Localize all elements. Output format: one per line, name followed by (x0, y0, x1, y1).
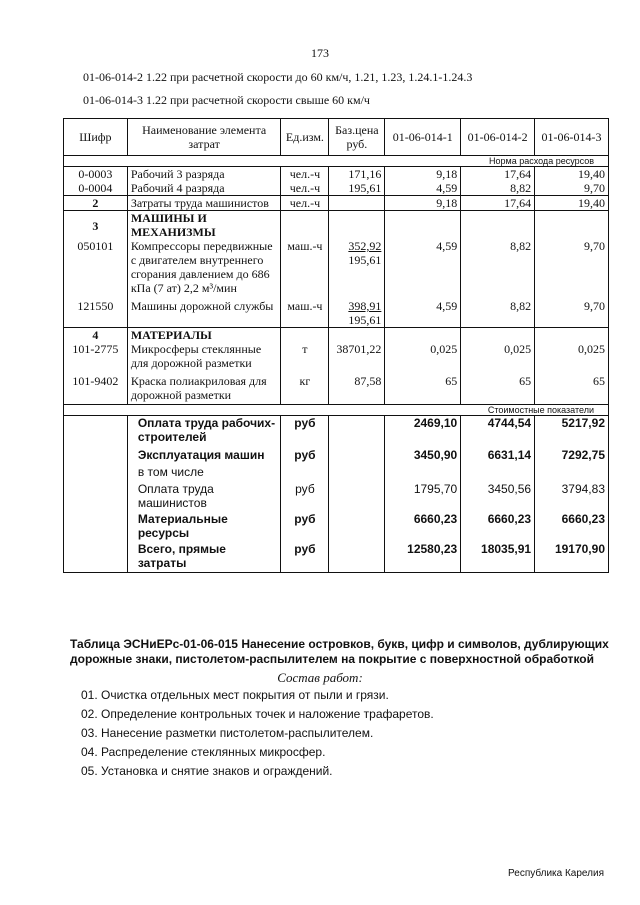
cell-value: 8,82 (461, 295, 535, 328)
cell-price: 398,91 (348, 299, 382, 313)
cell-value: 9,70 (535, 239, 609, 295)
costs-band-row (64, 405, 609, 416)
cost-value: 3450,56 (461, 479, 535, 510)
cell-price: 352,92 (348, 239, 382, 253)
cell-price: 87,58 (329, 370, 385, 405)
cell-value: 9,70 (535, 295, 609, 328)
cell-value: 4,59 (385, 181, 461, 196)
cost-value: 6660,23 (461, 510, 535, 540)
work-composition-heading: Состав работ: (277, 670, 363, 685)
cell-price (329, 196, 385, 211)
cost-unit: руб (281, 540, 329, 573)
cell-value: 9,70 (535, 181, 609, 196)
cell-price-secondary: 195,61 (348, 253, 382, 267)
cell-code: 050101 (64, 239, 128, 295)
column-header: 01-06-014-1 (385, 119, 461, 156)
cost-row (64, 479, 609, 510)
cell-value: 4,59 (385, 295, 461, 328)
work-item: 04. Распределение стеклянных микросфер. (81, 745, 326, 759)
cost-unit: руб (281, 510, 329, 540)
page-number: 173 (311, 46, 329, 60)
cost-unit: руб (281, 416, 329, 445)
cost-value: 5217,92 (535, 416, 609, 445)
table-row (64, 295, 609, 328)
cost-value: 3450,90 (385, 444, 461, 462)
header-line-1: 01-06-014-2 1.22 при расчетной скорости до 60 км/ч, 1.21, 1.23, 1.24.1-1.24.3 (83, 70, 473, 84)
table-row (64, 239, 609, 295)
cost-name: Материальные ресурсы (127, 510, 281, 540)
table-row (64, 211, 609, 240)
cell-price: 195,61 (329, 181, 385, 196)
cost-value: 1795,70 (385, 479, 461, 510)
cell-value: 19,40 (535, 196, 609, 211)
cell-value: 8,82 (461, 181, 535, 196)
column-header: Баз.цена руб. (329, 119, 385, 156)
column-header: Шифр (64, 119, 128, 156)
cost-row (64, 540, 609, 573)
column-header: Наименование элемента затрат (127, 119, 281, 156)
cost-value: 4744,54 (461, 416, 535, 445)
cell-value: 9,18 (385, 167, 461, 182)
footer-region: Республика Карелия (508, 868, 604, 879)
cell-price: 171,16 (329, 167, 385, 182)
header-line-2: 01-06-014-3 1.22 при расчетной скорости свыше 60 км/ч (83, 93, 370, 107)
cost-value: 12580,23 (385, 540, 461, 573)
costs-band-label: Стоимостные показатели (64, 405, 609, 416)
table-row (64, 196, 609, 211)
table-title: Таблица ЭСНиЕРс-01-06-015 Нанесение островков, букв, цифр и символов, дублирующих дорожные знаки, пистолетом-распылителем на покрытие с поверхностной обработкой (70, 637, 609, 666)
table-row (64, 342, 609, 370)
cost-row (64, 444, 609, 462)
cell-unit: кг (281, 370, 329, 405)
cell-unit: т (281, 342, 329, 370)
cell-value: 9,18 (385, 196, 461, 211)
norms-band-row (64, 156, 609, 167)
table-header-row (64, 119, 609, 156)
cell-value: 4,59 (385, 239, 461, 295)
column-header: 01-06-014-3 (535, 119, 609, 156)
cell-name: Затраты труда машинистов (127, 196, 281, 211)
cell-value: 65 (535, 370, 609, 405)
cell-value: 19,40 (535, 167, 609, 182)
work-item: 05. Установка и снятие знаков и ограждений. (81, 764, 333, 778)
cost-value: 18035,91 (461, 540, 535, 573)
cell-unit: чел.-ч (281, 181, 329, 196)
work-item: 02. Определение контрольных точек и наложение трафаретов. (81, 707, 434, 721)
cell-unit: маш.-ч (281, 239, 329, 295)
cost-value: 6660,23 (535, 510, 609, 540)
cell-name: Рабочий 4 разряда (127, 181, 281, 196)
cell-code: 3 (64, 211, 128, 240)
cell-price-secondary: 195,61 (348, 313, 382, 327)
cost-unit: руб (281, 444, 329, 462)
cost-name: Эксплуатация машин (127, 444, 281, 462)
cell-value: 0,025 (461, 342, 535, 370)
cell-code: 4 (64, 328, 128, 343)
resource-norms-table (63, 118, 609, 573)
cell-name: Машины дорожной службы (127, 295, 281, 328)
cell-section-title: МАТЕРИАЛЫ (127, 328, 281, 343)
cell-name: Рабочий 3 разряда (127, 167, 281, 182)
cost-value: 6631,14 (461, 444, 535, 462)
cell-code: 121550 (64, 295, 128, 328)
table-row (64, 370, 609, 405)
cost-value: 2469,10 (385, 416, 461, 445)
cost-name: в том числе (127, 462, 281, 479)
cell-value: 17,64 (461, 196, 535, 211)
cost-row (64, 510, 609, 540)
cell-value: 0,025 (535, 342, 609, 370)
work-item: 03. Нанесение разметки пистолетом-распылителем. (81, 726, 374, 740)
cell-code: 2 (64, 196, 128, 211)
table-row (64, 328, 609, 343)
cell-name: Краска полиакриловая для дорожной разметки (127, 370, 281, 405)
cell-value: 0,025 (385, 342, 461, 370)
column-header: 01-06-014-2 (461, 119, 535, 156)
cell-unit: чел.-ч (281, 167, 329, 182)
norms-band-label: Норма расхода ресурсов (64, 156, 609, 167)
cost-value: 6660,23 (385, 510, 461, 540)
cell-value: 17,64 (461, 167, 535, 182)
cost-name: Всего, прямые затраты (127, 540, 281, 573)
cost-name: Оплата труда рабочих-строителей (127, 416, 281, 445)
cell-name: Микросферы стеклянные для дорожной разметки (127, 342, 281, 370)
cell-section-title: МАШИНЫ И МЕХАНИЗМЫ (127, 211, 281, 240)
cell-code: 101-2775 (64, 342, 128, 370)
cost-value: 19170,90 (535, 540, 609, 573)
cost-name: Оплата труда машинистов (127, 479, 281, 510)
cell-code: 0-0004 (64, 181, 128, 196)
column-header: Ед.изм. (281, 119, 329, 156)
cell-unit: маш.-ч (281, 295, 329, 328)
cell-value: 65 (385, 370, 461, 405)
table-row (64, 181, 609, 196)
work-item: 01. Очистка отдельных мест покрытия от пыли и грязи. (81, 688, 389, 702)
cell-unit: чел.-ч (281, 196, 329, 211)
cost-unit: руб (281, 479, 329, 510)
cost-row (64, 416, 609, 445)
cell-code: 101-9402 (64, 370, 128, 405)
cell-code: 0-0003 (64, 167, 128, 182)
cost-value: 3794,83 (535, 479, 609, 510)
cell-value: 8,82 (461, 239, 535, 295)
cell-name: Компрессоры передвижные с двигателем внутреннего сгорания давлением до 686 кПа (7 ат) 2,2 м³/мин (127, 239, 281, 295)
cell-value: 65 (461, 370, 535, 405)
cost-value: 7292,75 (535, 444, 609, 462)
cell-price: 38701,22 (329, 342, 385, 370)
cost-row (64, 462, 609, 479)
table-row (64, 167, 609, 182)
